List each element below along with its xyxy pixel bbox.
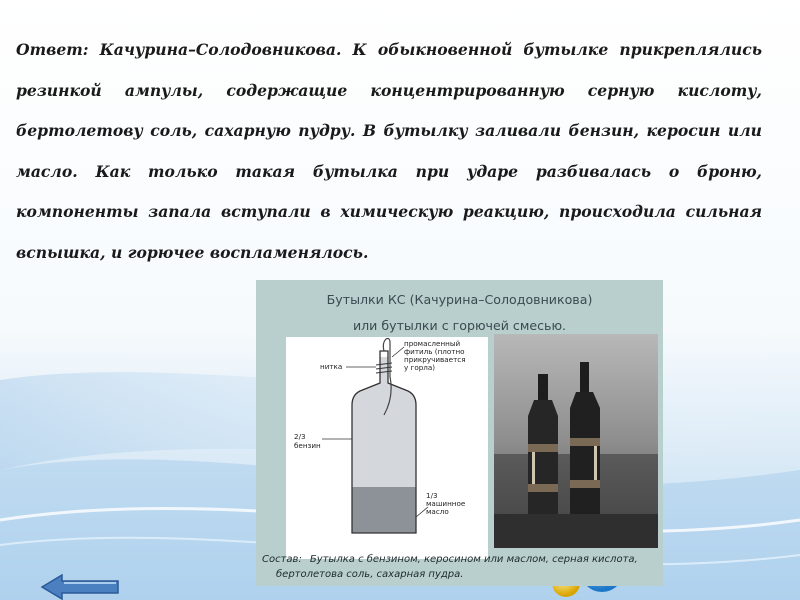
answer-label: Ответ:	[16, 40, 89, 59]
label-gasoline: бензин	[294, 441, 321, 450]
composition-label: Состав:	[262, 554, 302, 565]
bottles-photo	[494, 334, 658, 548]
molotov-figure	[256, 280, 663, 586]
composition-line1: Бутылка с бензином, керосином или маслом, серная кислота,	[309, 554, 638, 565]
bottle-diagram	[286, 337, 488, 559]
label-wick-2: фитиль (плотно	[404, 347, 465, 356]
answer-text: Качурина–Солодовникова. К обыкновенной бутылке прикреплялись резинкой ампулы, содержащие концентрированную серную кислоту, бертолетову соль, сахарную пудру. В бутылку заливали бензин, керосин или масло. Как только такая бутылка при ударе разбивалась о броню, компоненты запала вступали в химическую реакцию, происходила сильная вспышка, и горючее воспламенялось.	[16, 40, 763, 262]
answer-paragraph	[16, 30, 762, 273]
label-wick-4: у горла)	[404, 363, 436, 372]
label-thread: нитка	[320, 362, 343, 371]
label-oil-2: масло	[426, 507, 449, 516]
label-gasoline-fraction: 2/3	[294, 432, 306, 441]
label-oil-fraction: 1/3	[426, 491, 438, 500]
figure-title-line1: Бутылки КС (Качурина–Солодовникова)	[326, 292, 593, 307]
label-oil-1: машинное	[426, 499, 466, 508]
label-wick-3: прикручивается	[404, 355, 466, 364]
label-wick-1: промасленный	[404, 339, 461, 348]
arrow-left-icon	[42, 575, 118, 599]
composition-note	[262, 552, 662, 582]
composition-line2: бертолетова соль, сахарная пудра.	[276, 569, 464, 580]
back-button[interactable]	[40, 574, 120, 600]
figure-title-line2: или бутылки с горючей смесью.	[352, 318, 567, 333]
